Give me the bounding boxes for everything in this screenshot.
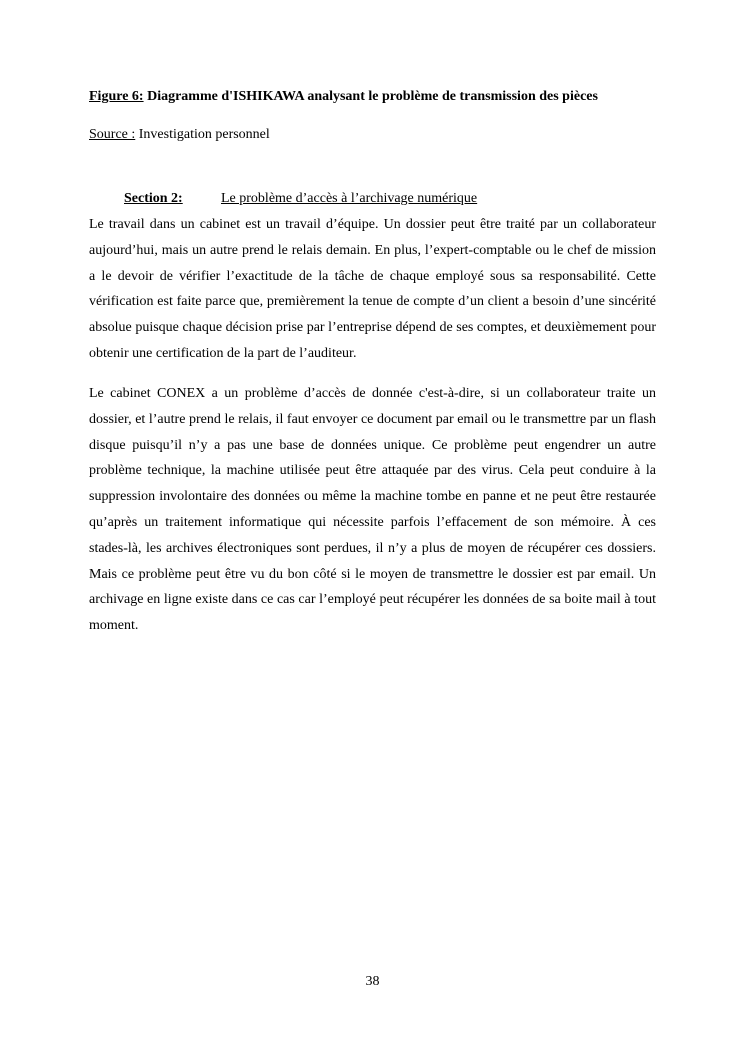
section-heading (124, 191, 477, 207)
source-line (89, 127, 270, 143)
source-label: Source : (89, 127, 136, 142)
section-number: Section 2: (124, 191, 183, 206)
section-title: Le problème d’accès à l’archivage numérique (221, 191, 478, 206)
body-paragraph-1: Le travail dans un cabinet est un travail d’équipe. Un dossier peut être traité par un collaborateur aujourd’hui, mais un autre prend le relais demain. En plus, l’expert-comptable ou le chef de mission a le devoir de vérifier l’exactitude de la tâche de chaque employé sous sa responsabilité. Cette vérification est faite parce que, premièrement la tenue de compte d’un client a besoin d’une sincérité absolue puisque chaque décision prise par l’entreprise dépend de ses comptes, et deuxièmement pour obtenir une certification de la part de l’auditeur. (89, 217, 656, 361)
body-paragraph-2: Le cabinet CONEX a un problème d’accès de donnée c'est-à-dire, si un collaborateur traite un dossier, et l’autre prend le relais, il faut envoyer ce document par email ou le transmettre par un flash disque puisqu’il n’y a pas une base de données unique. Ce problème peut engendrer un autre problème technique, la machine utilisée peut être attaquée par des virus. Cela peut conduire à la suppression involontaire des données ou même la machine tombe en panne et ne peut être restaurée qu’après un traitement informatique qui nécessite parfois l’effacement de son mémoire. À ces stades-là, les archives électroniques sont perdues, il n’y a plus de moyen de récupérer ces dossiers. Mais ce problème peut être vu du bon côté si le moyen de transmettre le dossier est par email. Un archivage en ligne existe dans ce cas car l’employé peut récupérer les données de sa boite mail à tout moment. (89, 386, 656, 634)
figure-title: Diagramme d'ISHIKAWA analysant le problème de transmission des pièces (143, 89, 598, 104)
source-text: Investigation personnel (135, 127, 270, 142)
figure-label: Figure 6: (89, 89, 144, 104)
page-number: 38 (365, 974, 380, 989)
figure-caption (89, 89, 598, 105)
